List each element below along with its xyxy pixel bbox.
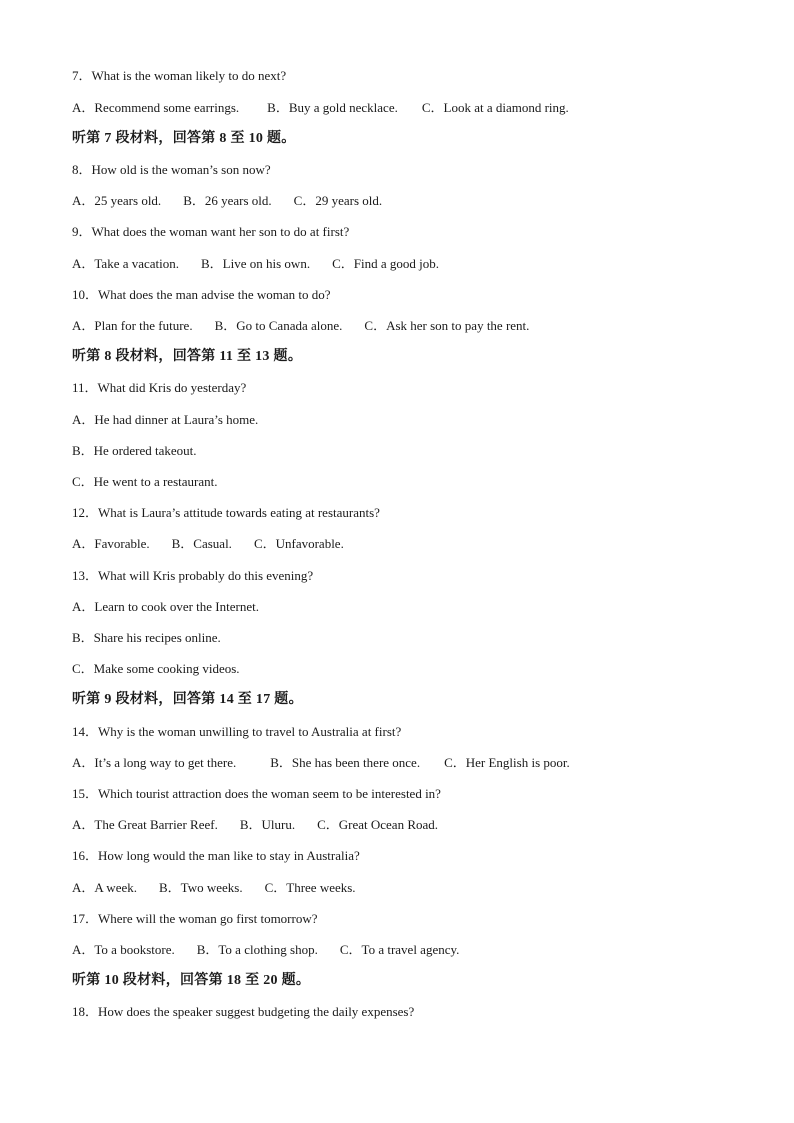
question-17: 17．Where will the woman go first tomorrow? <box>72 911 318 926</box>
option-a: A．To a bookstore. <box>72 942 175 957</box>
question-8: 8．How old is the woman’s son now? <box>72 162 271 177</box>
option-c: C．Find a good job. <box>332 256 439 271</box>
question-15-options <box>72 817 438 833</box>
section-heading-9: 听第 9 段材料，回答第 14 至 17 题。 <box>72 692 303 707</box>
question-7: 7．What is the woman likely to do next? <box>72 68 287 83</box>
question-10: 10．What does the man advise the woman to do? <box>72 287 331 302</box>
question-8-options <box>72 193 382 209</box>
option-c: C．Ask her son to pay the rent. <box>364 318 530 333</box>
option-c: C．Look at a diamond ring. <box>421 100 569 115</box>
question-11-option-c: C．He went to a restaurant. <box>72 474 218 489</box>
option-c: C．Great Ocean Road. <box>317 817 439 832</box>
question-15: 15．Which tourist attraction does the woman seem to be interested in? <box>72 786 441 801</box>
question-16: 16．How long would the man like to stay in Australia? <box>72 848 360 863</box>
option-c: C．Her English is poor. <box>444 755 570 770</box>
section-heading-8: 听第 8 段材料，回答第 11 至 13 题。 <box>72 349 303 364</box>
question-13: 13．What will Kris probably do this evening? <box>72 568 314 583</box>
option-b: B．She has been there once. <box>270 755 421 770</box>
option-b: B．26 years old. <box>183 193 272 208</box>
question-11: 11．What did Kris do yesterday? <box>72 380 247 395</box>
option-b: B．To a clothing shop. <box>196 942 318 957</box>
question-9: 9．What does the woman want her son to do at first? <box>72 224 350 239</box>
option-a: A．A week. <box>72 880 137 895</box>
question-13-option-c: C．Make some cooking videos. <box>72 661 240 676</box>
question-18: 18．How does the speaker suggest budgeting the daily expenses? <box>72 1004 415 1019</box>
question-12-options <box>72 536 344 552</box>
option-a: A．Plan for the future. <box>72 318 193 333</box>
option-a: A．Recommend some earrings. <box>72 100 240 115</box>
option-b: B．Casual. <box>171 536 232 551</box>
question-7-options <box>72 100 569 116</box>
option-b: B．Uluru. <box>239 817 296 832</box>
option-c: C．29 years old. <box>293 193 383 208</box>
question-16-options <box>72 880 356 896</box>
option-a: A．Favorable. <box>72 536 150 551</box>
option-c: C．To a travel agency. <box>339 942 460 957</box>
option-a: A．Take a vacation. <box>72 256 180 271</box>
question-11-option-a: A．He had dinner at Laura’s home. <box>72 412 259 427</box>
option-b: B．Buy a gold necklace. <box>267 100 398 115</box>
question-11-option-b: B．He ordered takeout. <box>72 443 197 458</box>
question-14: 14．Why is the woman unwilling to travel to Australia at first? <box>72 724 402 739</box>
option-c: C．Unfavorable. <box>253 536 344 551</box>
option-c: C．Three weeks. <box>264 880 356 895</box>
option-a: A．The Great Barrier Reef. <box>72 817 218 832</box>
option-a: A．25 years old. <box>72 193 162 208</box>
question-12: 12．What is Laura’s attitude towards eating at restaurants? <box>72 505 380 520</box>
option-b: B．Live on his own. <box>201 256 311 271</box>
question-13-option-a: A．Learn to cook over the Internet. <box>72 599 259 614</box>
question-9-options <box>72 256 439 272</box>
section-heading-7: 听第 7 段材料，回答第 8 至 10 题。 <box>72 131 296 146</box>
question-10-options <box>72 318 529 334</box>
question-13-option-b: B．Share his recipes online. <box>72 630 221 645</box>
option-b: B．Go to Canada alone. <box>214 318 343 333</box>
option-a: A．It’s a long way to get there. <box>72 755 237 770</box>
question-17-options <box>72 942 459 958</box>
section-heading-10: 听第 10 段材料，回答第 18 至 20 题。 <box>72 973 311 988</box>
question-14-options <box>72 755 570 771</box>
option-b: B．Two weeks. <box>159 880 243 895</box>
